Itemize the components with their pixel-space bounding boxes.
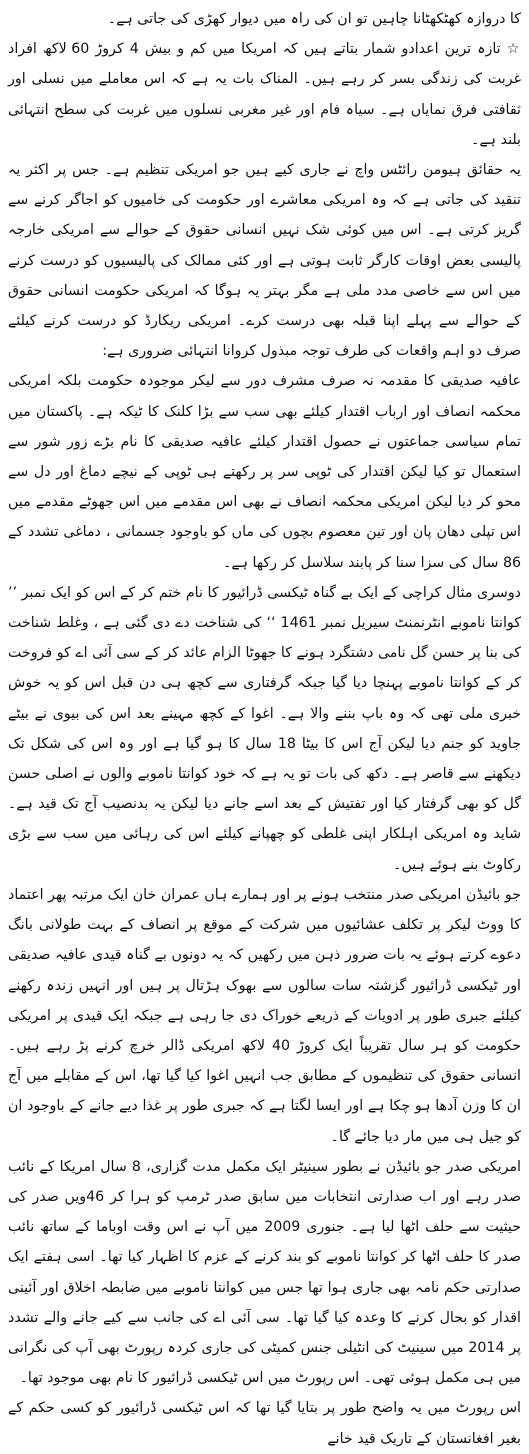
article-paragraph: دوسری مثال کراچی کے ایک بے گناہ ٹیکسی ڈرائیور کا نام ختم کر کے اس کو ایک نمبر ’’ کوانتا ناموبے انٹرنمنٹ سیریل نمبر 1461 ‘‘ کی شناخت دے دی گئی ہے ، وغلط شناخت کی بنا پر حسن گل نامی دشتگرد ہونے کا جھوٹا الزام عائد کر کے سی آئی اے کو فروخت کر کے کوانتا ناموبے پہنچا دیا گیا جبکہ گرفتاری سے کچھ ہی دن قبل اس کو یہ خوش خبری ملی تھی کہ وہ باپ بننے والا ہے۔ اغوا کے کچھ مہینے بعد اس کی بیوی نے بیٹے جاوید کو جنم دیا لیکن آج اس کا بیٹا 18 سال کا ہو گیا ہے اور وہ اس کی شکل تک دیکھنے سے قاصر ہے۔ دکھ کی بات تو یہ ہے کہ خود کوانتا ناموبے والوں نے اصلی حسن گل کو بھی گرفتار کیا اور تفتیش کے بعد اسے جانے دیا لیکن یہ بدنصیب آج تک قید ہے۔ شاید وہ امریکی اہلکار اپنی غلطی کو چھپانے کیلئے اس کی رہائی میں سب سے بڑی رکاوٹ بنے ہوئے ہیں۔ bbox=[8, 584, 522, 873]
article-paragraph: یہ حقائق ہیومن رائٹس واچ نے جاری کیے ہیں جو امریکی تنظیم ہے۔ جس پر اکثر یہ تنقید کی جاتی ہے کہ وہ امریکی معاشرے اور حکومت کی خامیوں کو اجاگر کرنے سے گریز کرتی ہے۔ اس میں کوئی شک نہیں انسانی حقوق کے حوالے سے امریکی خارجہ پالیسی بعض اوقات کارگر ثابت ہوتی ہے اور کئی ممالک کی پالیسیوں کو درست کرنے میں اس سے خاصی مدد ملی ہے مگر بہتر یہ ہوگا کہ امریکی حکومت انسانی حقوق کے حوالے سے پہلے اپنا قبلہ بھی درست کرے۔ امریکی ریکارڈ کو درست کرنے کیلئے صرف دو اہم واقعات کی طرف توجہ مبذول کروانا انتہائی ضروری ہے: bbox=[8, 162, 521, 360]
article-paragraph: اس رپورٹ میں یہ واضح طور پر بتایا گیا تھا کہ اس ٹیکسی ڈرائیور کو کسی حکم کے بغیر افغانستان کے تاریک قید خانے bbox=[8, 1400, 521, 1447]
article-paragraph: عافیہ صدیقی کا مقدمہ نہ صرف مشرف دور سے لیکر موجودہ حکومت بلکہ امریکی محکمہ انصاف اور ارباب اقتدار کیلئے بھی سب سے بڑا کلنک کا ٹیکہ ہے۔ پاکستان میں تمام سیاسی جماعتوں نے حصول اقتدار کیلئے عافیہ صدیقی کا نام بڑے زور شور سے استعمال تو کیا لیکن اقتدار کی ٹوپی سر پر رکھتے ہی ٹوپی کے نیچے دماغ اور دل سے محو کر دیا لیکن امریکی محکمہ انصاف نے بھی اس مقدمے میں اس جھوٹے مقدمے میں اس تپلی دھان پان اور تین معصوم بچوں کی ماں کو باوجود جسمانی ، دماغی تشدد کے 86 سال کی سزا سنا کر پابند سلاسل کر رکھا ہے۔ bbox=[8, 373, 521, 571]
article-paragraph: ☆ تازہ ترین اعدادو شمار بتاتے ہیں کہ امریکا میں کم و بیش 4 کروڑ 60 لاکھ افراد غربت کی زندگی بسر کر رہے ہیں۔ المناک بات یہ ہے کہ اس معاملے میں نسلی اور ثقافتی فرق نمایاں ہے۔ سیاہ فام اور غیر مغربی نسلوں میں غربت کی سطح انتہائی بلند ہے۔ bbox=[8, 41, 521, 148]
article-paragraph: جو بائیڈن امریکی صدر منتخب ہونے پر اور ہمارے ہاں عمران خان ایک مرتبہ پھر اعتماد کا ووٹ لیکر پر تکلف عشائیوں میں شرکت کے موقع پر انصاف کے بہت طولانی بانگ دعوے کرتے ہوئے یہ بات ضرور ذہن میں رکھیں کہ یہ دونوں بے گناہ قیدی عافیہ صدیقی اور ٹیکسی ڈرائیور گزشتہ سات سالوں سے بھوک ہڑتال پر ہیں اور انہیں زندہ رکھنے کیلئے جبری طور پر ادویات کے ذریعے خوراک دی جا رہی ہے جبکہ ایک قیدی پر امریکی حکومت کو ہر سال تقریباً ایک کروڑ 40 لاکھ امریکی ڈالر خرچ کرنے پڑ رہے ہیں۔ انسانی حقوق کی تنظیموں کے مطابق جب انہیں اغوا کیا گیا تھا، اس کے مقابلے میں آج ان کا وزن آدھا ہو چکا ہے اور ایسا لگتا ہے کہ جبری طور پر غذا دیے جانے کے باوجود ان کو جیل ہی میں مار دیا جائے گا۔ bbox=[8, 886, 521, 1145]
article-paragraph: امریکی صدر جو بائیڈن نے بطور سینیٹر ایک مکمل مدت گزاری، 8 سال امریکا کے نائب صدر رہے اور اب صدارتی انتخابات میں سابق صدر ٹرمپ کو ہرا کر 46ویں صدر کی حیثیت سے حلف اٹھا لیا ہے۔ جنوری 2009 میں آپ نے اس وقت اوباما کے ساتھ نائب صدر کا حلف اٹھا کر کوانتا ناموبے کو بند کرنے کے عزم کا اظہار کیا تھا۔ اسی ہفتے ایک صدارتی حکم نامہ بھی جاری ہوا تھا جس میں کوانتا ناموبے میں ضابطہ اخلاق اور آئینی اقدار کو بحال کرنے کا وعدہ کیا گیا تھا۔ سی آئی اے کی جانب سے کیے جانے والے تشدد پر 2014 میں سینیٹ کی انٹیلی جنس کمیٹی کی جاری کردہ رپورٹ بھی آپ کی نگرانی میں ہی مکمل ہوئی تھی۔ اس رپورٹ میں اس ٹیکسی ڈرائیور کا نام بھی موجود تھا۔ bbox=[8, 1158, 521, 1387]
article-paragraph: کا دروازہ کھٹکھٹانا چاہیں تو ان کی راہ میں دیوار کھڑی کی جاتی ہے۔ bbox=[107, 11, 521, 27]
